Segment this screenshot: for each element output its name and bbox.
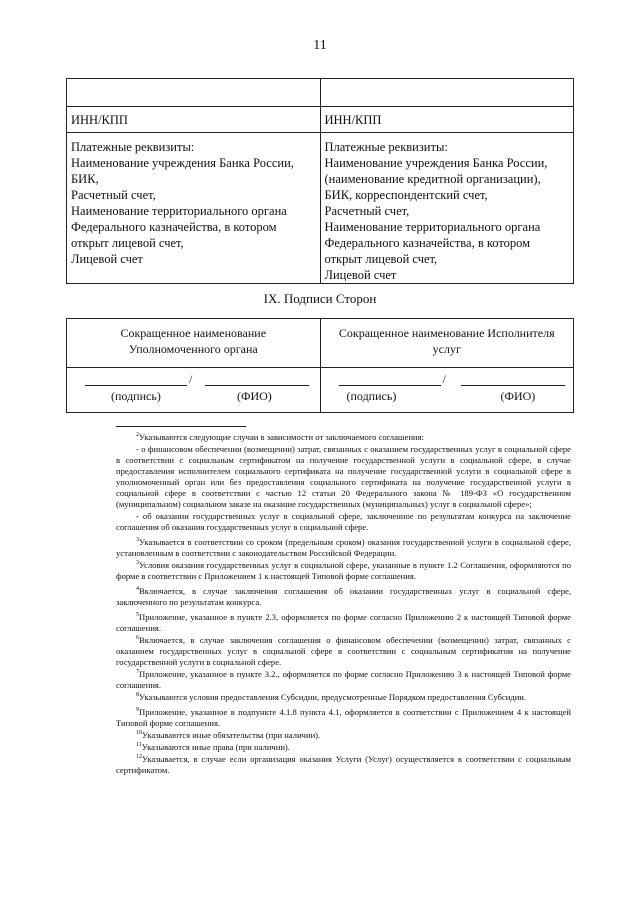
footnote: $^4$Включается, в случае заключения соглашения об оказании государственных услуг в социальной сфере, заключенного по результатам конкурса. [116,586,571,607]
authority-name-line: Уполномоченного органа [128,342,258,356]
name-caption: (ФИО) [500,389,536,403]
footnotes [116,432,571,777]
payment-line: БИК, корреспондентский счет, [324,188,488,202]
contractor-signature-cell [320,368,574,413]
inn-kpp-left: ИНН/КПП [67,107,321,133]
payment-line: Платежные реквизиты: [324,140,448,154]
payment-line: БИК, [71,172,99,186]
requisites-empty-cell-left [67,79,321,107]
footnote: $^7$Приложение, указанное в пункте 3.2., оформляется по форме согласно Приложению 3 к настоящей Типовой форме соглашения. [116,669,571,690]
requisites-table [66,78,574,284]
contractor-name-line: Сокращенное наименование Исполнителя [338,326,555,340]
footnote: $^6$Включается, в случае заключения соглашения о финансовом обеспечении (возмещении) затрат, связанных с оказанием государственных услуг в социальной сфере в соответствии с социальным сертификатом на получение государственной услуги в социальной сфере. [116,635,571,667]
name-line [461,385,565,386]
inn-kpp-right: ИНН/КПП [320,107,574,133]
footnote: - об оказании государственных услуг в социальной сфере, заключенное по результатам конкурса на заключение соглашения об оказания государственных услуг в социальной сфере. [116,511,571,532]
footnote: $^{10}$Указываются иные обязательства (при наличии). [136,730,321,740]
slash-separator: / [189,372,193,386]
payment-line: открыт лицевой счет, [71,236,184,250]
section-title: IX. Подписи Сторон [263,291,377,306]
page-number: 11 [313,38,327,53]
payment-line: Наименование территориального органа [71,204,287,218]
authority-signature-cell [67,368,321,413]
payment-line: Наименование учреждения Банка России, [71,156,294,170]
footnote: $^5$Приложение, указанное в пункте 2.3, оформляется по форме согласно Приложению 2 к настоящей Типовой форме соглашения. [116,612,571,633]
payment-details-left [67,133,321,284]
signature-caption: (подпись) [111,389,161,403]
authority-name-cell [67,319,321,368]
signature-caption: (подпись) [346,389,397,403]
footnote: $^8$Указываются условия предоставления Субсидии, предусмотренные Порядком предоставления Субсидии. [136,692,527,702]
payment-line: Федерального казначейства, в котором [71,220,277,234]
slash-separator: / [442,372,446,386]
name-line [205,385,309,386]
payment-line: (наименование кредитной организации), [324,172,541,186]
footnote: $^{11}$Указываются иные права (при наличии). [136,742,290,752]
name-caption: (ФИО) [237,389,272,403]
footnote: - о финансовом обеспечении (возмещении) затрат, связанных с оказанием государственных услуг в социальной сфере в соответствии с социальным сертификатом на получение государственной услуги в социальной сфере, в случае предоставления исполнителем социального сертификата на получение государственной услуги в социальной сфере в уполномоченный орган или без предоставления социального сертификата на получение государственной услуги в социальной сфере в соответствии с частью 12 статьи 20 Федерального закона № 189-ФЗ «О государственном (муниципальном) социальном заказе на оказание государственных (муниципальных) услуг в социальной сфере»; [116,444,571,509]
signature-line [339,385,441,386]
signatures-table [66,318,574,413]
payment-line: Лицевой счет [324,268,397,282]
contractor-name-cell [320,319,574,368]
authority-name-line: Сокращенное наименование [120,326,267,340]
footnote: $^3$Условия оказания государственных услуг в социальной сфере, указанные в пункте 1.2 Соглашения, оформляются по форме в соответствии с Приложением 1 к настоящей Типовой форме соглашения. [116,560,571,581]
footnote: $^9$Приложение, указанное в подпункте 4.1.8 пункта 4.1, оформляется в соответствии с Приложением 4 к настоящей Типовой форме соглашения. [116,707,571,728]
requisites-empty-cell-right [320,79,574,107]
payment-line: Платежные реквизиты: [71,140,195,154]
footnote: $^3$Указывается в соответствии со сроком (предельным сроком) оказания государственной услуги в социальной сфере, установленным в соответствии с законодательством Российской Федерации. [116,537,571,558]
footnote: $^{12}$Указывается, в случае если организация оказания Услуги (Услуг) осуществляется в соответствии с социальным сертификатом. [116,754,571,775]
signature-line [85,385,187,386]
payment-line: Расчетный счет, [71,188,156,202]
contractor-name-line: услуг [432,342,461,356]
payment-line: Наименование учреждения Банка России, [324,156,548,170]
payment-line: Наименование территориального органа [324,220,541,234]
payment-line: Федерального казначейства, в котором [324,236,531,250]
footnote-separator [116,426,246,427]
payment-line: Расчетный счет, [324,204,410,218]
payment-details-right [320,133,574,284]
payment-line: открыт лицевой счет, [324,252,438,266]
footnote: $^2$Указываются следующие случаи в зависимости от заключаемого соглашения: [136,432,424,442]
payment-line: Лицевой счет [71,252,143,266]
